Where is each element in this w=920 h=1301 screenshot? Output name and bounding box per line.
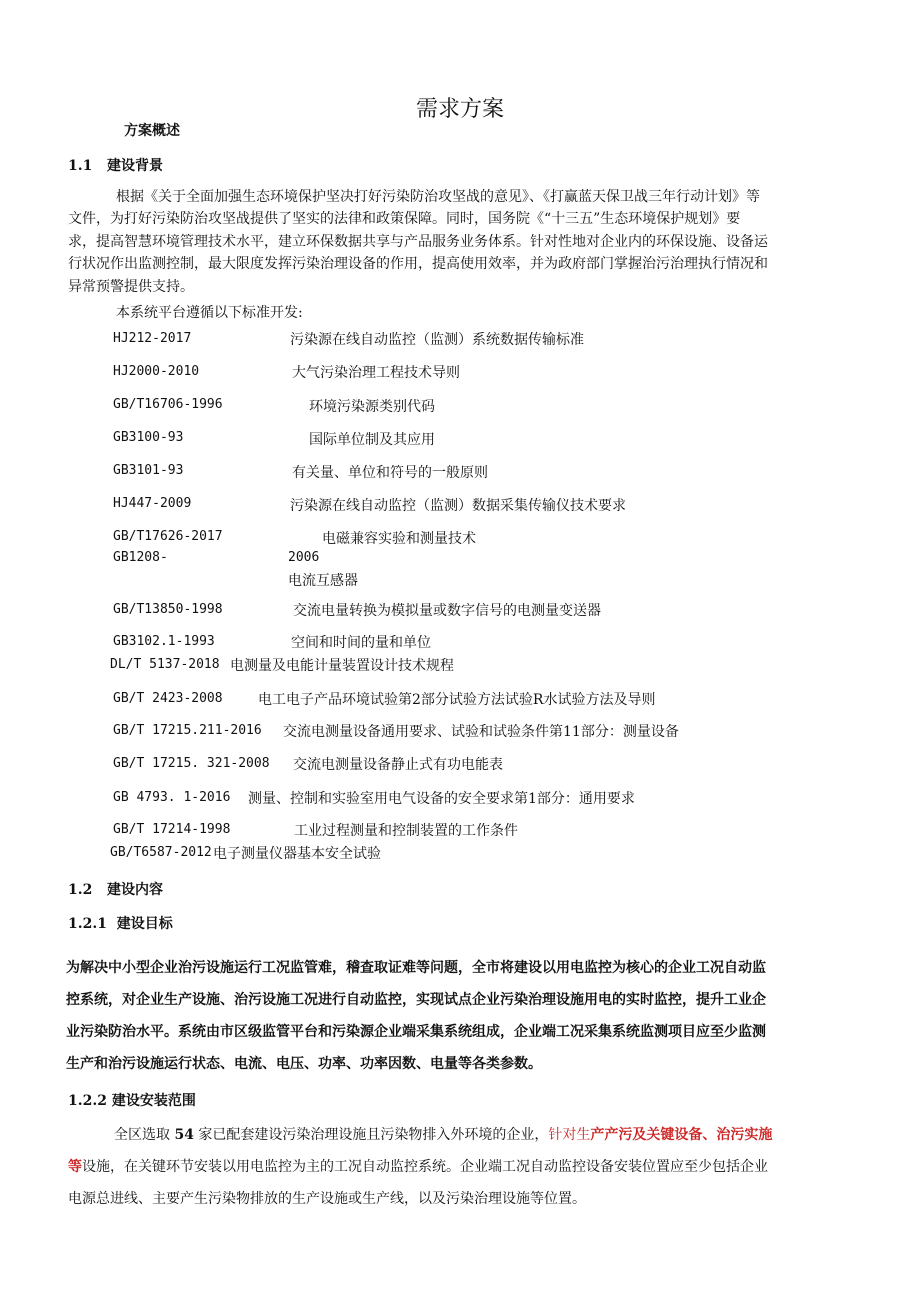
background-line-1: 根据《关于全面加强生态环境保护坚决打好污染防治攻坚战的意见》、《打赢蓝天保卫战三年行动计划》等 xyxy=(116,189,760,205)
goal-line-1: 为解决中小型企业治污设施运行工况监管难，稽查取证难等问题，全市将建设以用电监控为核心的企业工况自动监 xyxy=(66,960,766,976)
standard-name: 空间和时间的量和单位 xyxy=(291,635,431,651)
section-title: 建设内容 xyxy=(106,882,163,898)
standard-name: 交流电测量设备静止式有功电能表 xyxy=(293,757,503,773)
standard-code: GB/T 17215.211-2016 xyxy=(113,723,262,738)
standard-name: 交流电量转换为模拟量或数字信号的电测量变送器 xyxy=(293,603,601,619)
section-number: 1.2.2 xyxy=(68,1093,107,1109)
scope-highlight-bold: 产产污及关键设备、治污实施 xyxy=(590,1127,773,1143)
scope-highlight: 针对生 xyxy=(548,1127,591,1143)
section-1-2-2-heading xyxy=(68,1090,196,1110)
standard-code: GB3102.1-1993 xyxy=(113,634,215,649)
scope-line-1 xyxy=(114,1124,772,1144)
standard-name: 电磁兼容实验和测量技术 xyxy=(322,531,476,547)
section-1-2-1-heading xyxy=(68,913,173,933)
standard-name: 环境污染源类别代码 xyxy=(309,399,435,415)
overview-heading: 方案概述 xyxy=(124,123,180,139)
standard-name: 大气污染治理工程技术导则 xyxy=(292,365,460,381)
scope-text: 设施，在关键环节安装以用电监控为主的工况自动监控系统。企业端工况自动监控设备安装位置应至少包括企业 xyxy=(82,1159,768,1175)
section-number: 1.2.1 xyxy=(68,916,107,932)
standard-name: 污染源在线自动监控（监测）数据采集传输仪技术要求 xyxy=(290,498,626,514)
standard-code: HJ2000-2010 xyxy=(113,364,200,379)
section-number: 1.2 xyxy=(68,882,93,898)
standard-name: 电子测量仪器基本安全试验 xyxy=(213,846,381,862)
section-title: 建设安装范围 xyxy=(111,1093,196,1109)
page-title: 需求方案 xyxy=(415,97,504,122)
standard-code: GB/T16706-1996 xyxy=(113,397,223,412)
standard-name: 交流电测量设备通用要求、试验和试验条件第11部分：测量设备 xyxy=(283,724,679,740)
standard-name: 测量、控制和实验室用电气设备的安全要求第1部分：通用要求 xyxy=(248,791,635,807)
section-number: 1.1 xyxy=(68,158,93,174)
standard-code: GB/T 2423-2008 xyxy=(113,691,223,706)
standard-code: GB/T17626-2017 xyxy=(113,529,223,544)
scope-highlight-bold: 等 xyxy=(68,1159,82,1175)
scope-line-3: 电源总进线、主要产生污染物排放的生产设施或生产线，以及污染治理设施等位置。 xyxy=(68,1191,586,1207)
background-line-2: 文件，为打好污染防治攻坚战提供了坚实的法律和政策保障。同时，国务院《“十三五”生态环境保护规划》要 xyxy=(68,211,741,227)
standard-code: GB3100-93 xyxy=(113,430,184,445)
standard-name: 工业过程测量和控制装置的工作条件 xyxy=(294,823,518,839)
standard-code: GB1208- xyxy=(113,550,168,565)
standard-code: GB/T13850-1998 xyxy=(113,602,223,617)
standard-code: GB 4793. 1-2016 xyxy=(113,790,231,805)
enterprise-count: 54 xyxy=(174,1127,194,1143)
goal-line-3: 业污染防治水平。系统由市区级监管平台和污染源企业端采集系统组成，企业端工况采集系统监测项目应至少监测 xyxy=(66,1024,766,1040)
standard-name: 电测量及电能计量装置设计技术规程 xyxy=(230,658,454,674)
standard-name: 污染源在线自动监控（监测）系统数据传输标准 xyxy=(290,332,584,348)
section-title: 建设目标 xyxy=(116,916,173,932)
background-line-4: 行状况作出监测控制，最大限度发挥污染治理设备的作用，提高使用效率，并为政府部门掌握治污治理执行情况和 xyxy=(68,256,768,272)
standard-code: GB/T6587-2012 xyxy=(110,845,212,860)
standard-name: 电流互感器 xyxy=(288,573,358,589)
scope-text: 家已配套建设污染治理设施且污染物排入外环境的企业， xyxy=(198,1127,549,1143)
standard-name: 国际单位制及其应用 xyxy=(309,432,435,448)
scope-line-2 xyxy=(68,1156,768,1176)
goal-line-4: 生产和治污设施运行状态、电流、电压、功率、功率因数、电量等各类参数。 xyxy=(66,1056,542,1072)
standard-code: GB3101-93 xyxy=(113,463,184,478)
background-line-5: 异常预警提供支持。 xyxy=(68,279,194,295)
standard-year: 2006 xyxy=(288,550,320,565)
standard-name: 电工电子产品环境试验第2部分试验方法试验R水试验方法及导则 xyxy=(258,692,656,708)
goal-line-2: 控系统，对企业生产设施、治污设施工况进行自动监控，实现试点企业污染治理设施用电的实时监控，提升工业企 xyxy=(66,992,766,1008)
standard-name: 有关量、单位和符号的一般原则 xyxy=(292,465,488,481)
section-1-1-heading xyxy=(68,155,163,175)
standards-intro: 本系统平台遵循以下标准开发: xyxy=(116,305,303,321)
standard-code: GB/T 17214-1998 xyxy=(113,822,231,837)
background-line-3: 求，提高智慧环境管理技术水平，建立环保数据共享与产品服务业务体系。针对性地对企业内的环保设施、设备运 xyxy=(68,234,768,250)
scope-text: 全区选取 xyxy=(114,1127,170,1143)
standard-code: GB/T 17215. 321-2008 xyxy=(113,756,270,771)
standard-code: HJ447-2009 xyxy=(113,496,192,511)
standard-code: HJ212-2017 xyxy=(113,331,192,346)
section-title: 建设背景 xyxy=(106,158,163,174)
standard-code: DL/T 5137-2018 xyxy=(110,657,220,672)
section-1-2-heading xyxy=(68,879,163,899)
